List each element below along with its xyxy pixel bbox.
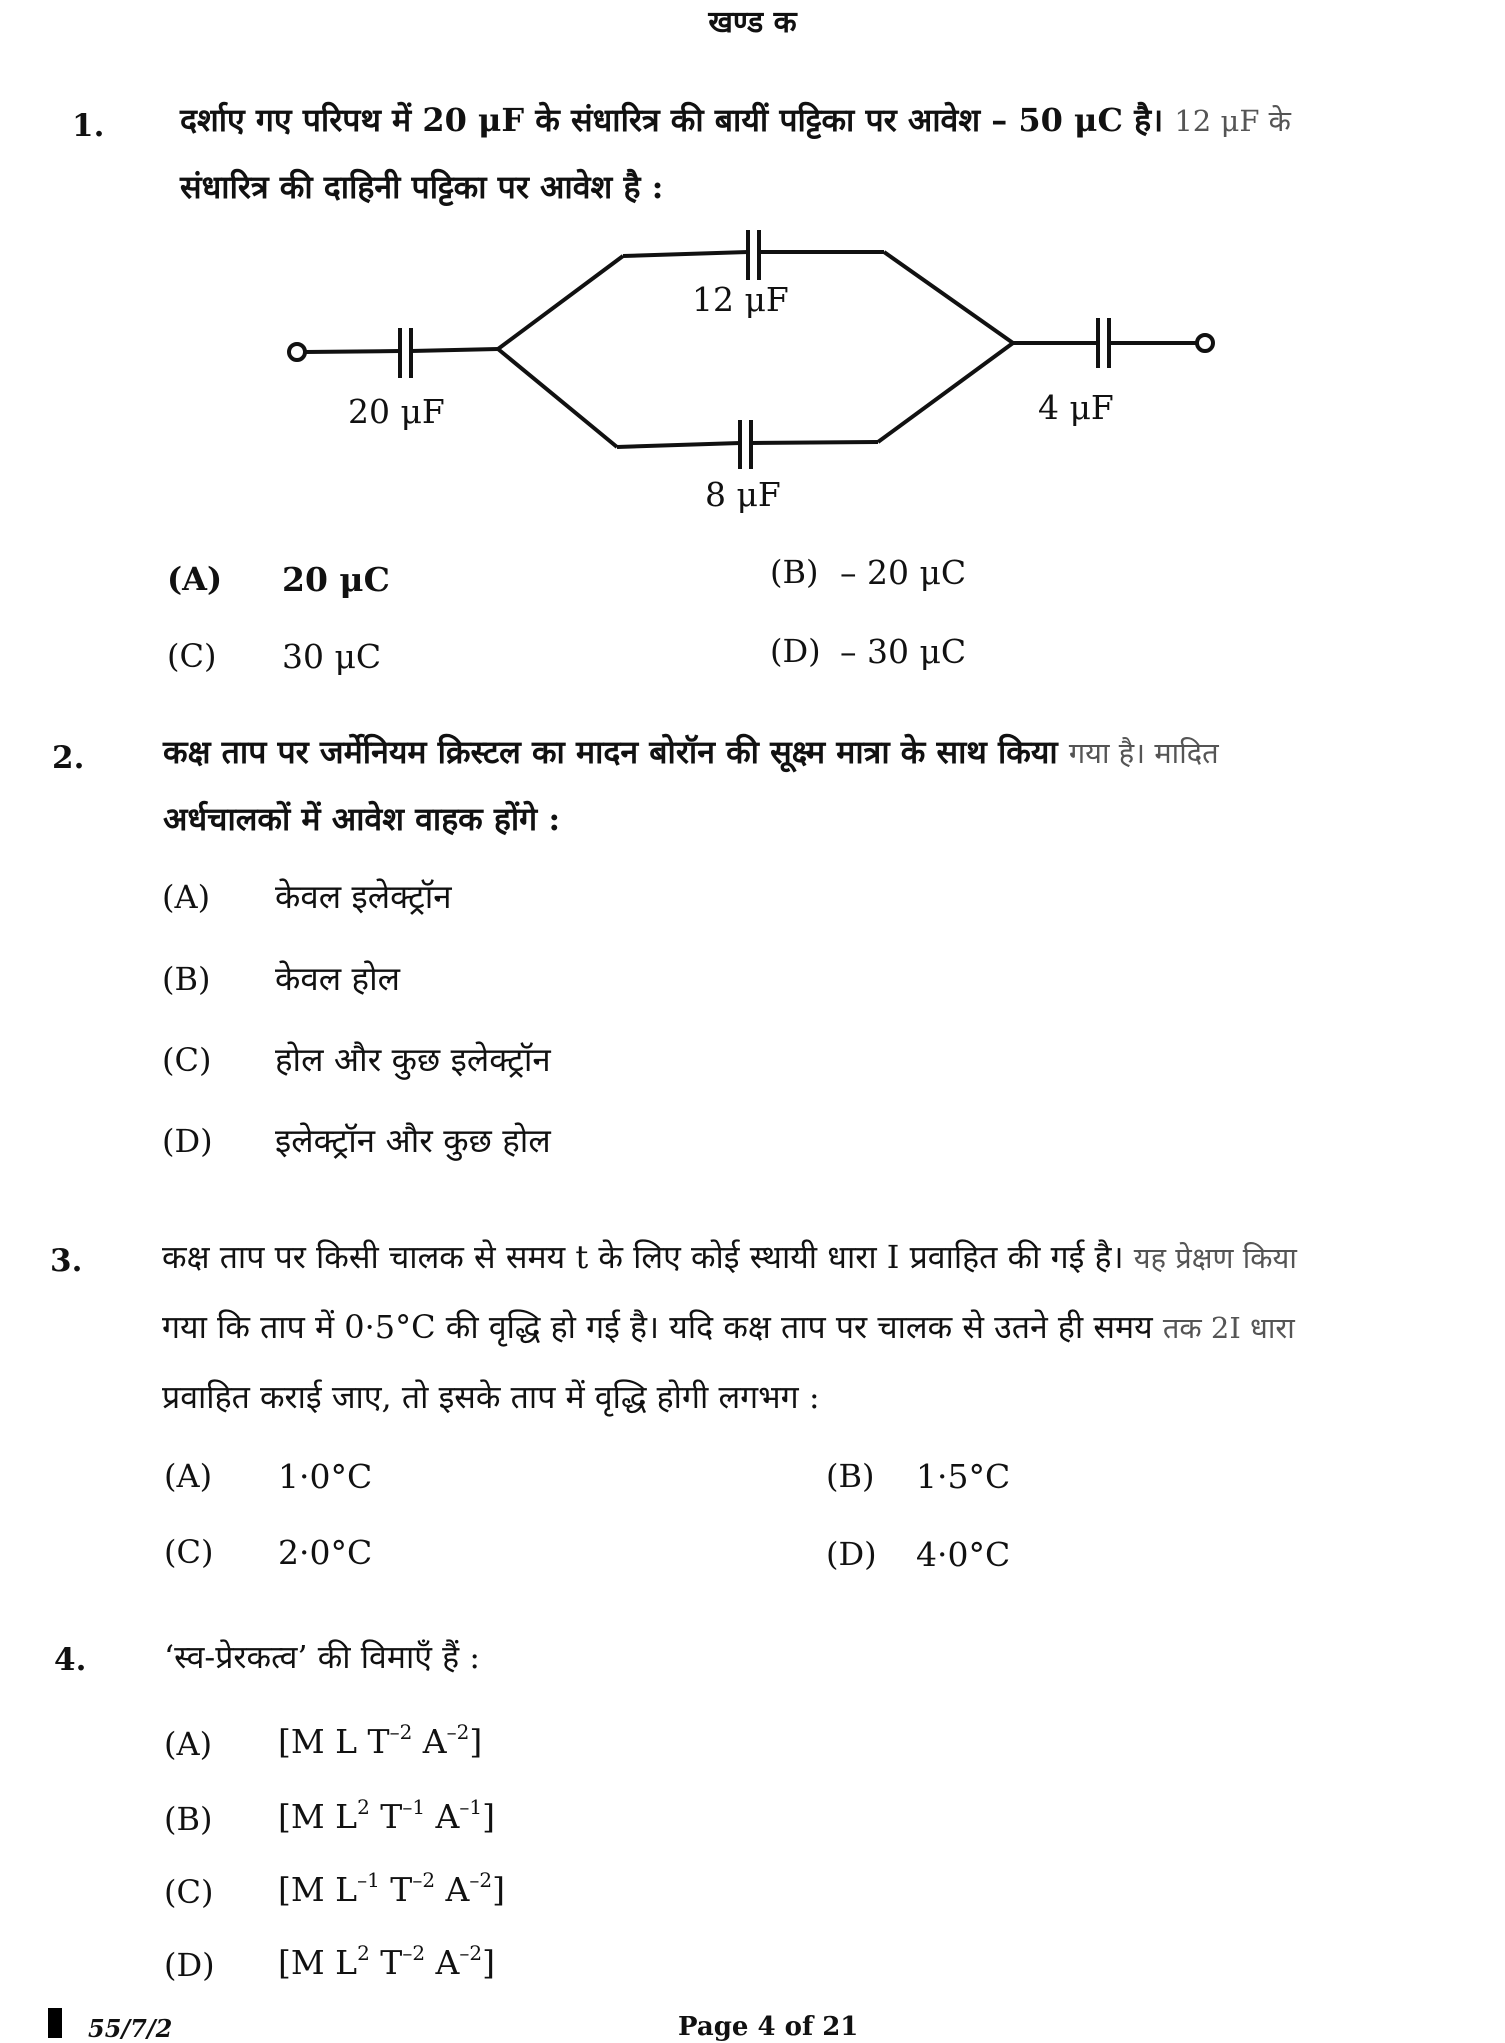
- option-text[interactable]: 1·0°C: [278, 1457, 373, 1496]
- option-label[interactable]: (A): [164, 1725, 213, 1763]
- option-text[interactable]: [278, 1722, 482, 1761]
- option-text[interactable]: केवल होल: [275, 959, 400, 998]
- right-terminal-icon: [1197, 335, 1213, 351]
- option-label[interactable]: (D): [164, 1946, 215, 1984]
- option-text[interactable]: 1·5°C: [916, 1457, 1011, 1496]
- dim-exp: –1: [459, 1795, 483, 1819]
- question-text-line2: संधारित्र की दाहिनी पट्टिका पर आवेश है :: [180, 168, 664, 206]
- dim-base: T: [379, 1870, 413, 1909]
- dim-base: ]: [482, 1943, 495, 1982]
- question-text-tail: 12 μF के: [1174, 104, 1291, 138]
- dim-exp: –2: [469, 1868, 493, 1892]
- capacitor-label-8uF: 8 μF: [705, 475, 781, 514]
- question-text-tail: यह प्रेक्षण किया: [1133, 1241, 1297, 1275]
- option-text[interactable]: [278, 1943, 495, 1982]
- left-terminal-icon: [289, 344, 305, 360]
- question-text: कक्ष ताप पर किसी चालक से समय t के लिए कोई स्थायी धारा I प्रवाहित की गई है।: [162, 1238, 1124, 1276]
- section-title: खण्ड क: [708, 5, 797, 40]
- option-text[interactable]: 4·0°C: [916, 1535, 1011, 1574]
- option-label[interactable]: (B): [826, 1457, 875, 1495]
- question-text-line1: [163, 730, 1219, 773]
- option-text[interactable]: केवल इलेक्ट्रॉन: [275, 877, 452, 916]
- dim-base: A: [435, 1870, 470, 1909]
- dim-exp: –2: [446, 1720, 470, 1744]
- option-text[interactable]: [278, 1797, 495, 1836]
- option-label[interactable]: (C): [164, 1873, 214, 1911]
- option-text[interactable]: इलेक्ट्रॉन और कुछ होल: [275, 1121, 551, 1160]
- option-label[interactable]: (B): [164, 1800, 213, 1838]
- option-text[interactable]: होल और कुछ इलेक्ट्रॉन: [275, 1040, 551, 1079]
- option-label[interactable]: (D): [162, 1122, 213, 1160]
- dim-base: ]: [469, 1722, 483, 1761]
- option-text[interactable]: 30 μC: [282, 637, 382, 676]
- dim-exp: –1: [357, 1868, 380, 1892]
- option-label[interactable]: (A): [164, 1457, 213, 1495]
- dim-base: A: [425, 1797, 460, 1836]
- question-number: 4.: [54, 1642, 87, 1678]
- option-label[interactable]: (A): [162, 878, 211, 916]
- dim-exp: –2: [389, 1720, 413, 1744]
- dim-base: [M L: [278, 1870, 358, 1909]
- dim-base: [M L T: [278, 1722, 390, 1761]
- dim-base: [M L: [278, 1943, 358, 1982]
- dim-base: [M L: [278, 1797, 358, 1836]
- dim-base: T: [369, 1943, 403, 1982]
- question-text: दर्शाए गए परिपथ में 20 μF के संधारित्र की बायीं पट्टिका पर आवेश – 50 μC है।: [180, 101, 1164, 139]
- capacitor-label-20uF: 20 μF: [348, 392, 445, 431]
- question-text-line2: अर्धचालकों में आवेश वाहक होंगे :: [163, 800, 561, 838]
- dim-base: A: [425, 1943, 460, 1982]
- question-text-line1: ‘स्व-प्रेरकत्व’ की विमाएँ हैं :: [164, 1638, 481, 1676]
- question-number: 3.: [50, 1243, 83, 1279]
- question-text-tail: गया है। मादित: [1068, 736, 1219, 770]
- dim-base: ]: [492, 1870, 505, 1909]
- question-text: कक्ष ताप पर जर्मेनियम क्रिस्टल का मादन बोरॉन की सूक्ष्म मात्रा के साथ किया: [163, 733, 1058, 771]
- paper-code: 55/7/2: [88, 2014, 173, 2043]
- option-text[interactable]: 20 μC: [282, 560, 390, 599]
- option-text[interactable]: – 20 μC: [840, 553, 967, 592]
- dim-exp: –2: [459, 1941, 483, 1965]
- option-text[interactable]: [278, 1870, 505, 1909]
- option-label[interactable]: (C): [164, 1533, 214, 1571]
- question-number: 1.: [72, 108, 105, 144]
- option-label[interactable]: (B): [162, 960, 211, 998]
- question-text: गया कि ताप में 0·5°C की वृद्धि हो गई है। यदि कक्ष ताप पर चालक से उतने ही समय: [162, 1308, 1153, 1346]
- question-text-line1: [180, 98, 1291, 141]
- option-label[interactable]: (D): [770, 632, 821, 670]
- dim-exp: –2: [402, 1941, 426, 1965]
- question-number: 2.: [52, 740, 85, 776]
- capacitor-circuit-diagram: [280, 230, 1240, 530]
- capacitor-label-12uF: 12 μF: [692, 280, 789, 319]
- dim-exp: 2: [357, 1795, 370, 1819]
- dim-exp: –2: [412, 1868, 436, 1892]
- option-label[interactable]: (C): [162, 1041, 212, 1079]
- option-text[interactable]: 2·0°C: [278, 1533, 373, 1572]
- option-label[interactable]: (D): [826, 1535, 877, 1573]
- question-text-line2: [162, 1305, 1295, 1348]
- dim-exp: –1: [402, 1795, 426, 1819]
- question-text-line3: प्रवाहित कराई जाए, तो इसके ताप में वृद्धि होगी लगभग :: [162, 1378, 820, 1416]
- dim-base: T: [369, 1797, 403, 1836]
- capacitor-label-4uF: 4 μF: [1038, 388, 1114, 427]
- option-label[interactable]: (B): [770, 553, 819, 591]
- dim-base: ]: [482, 1797, 495, 1836]
- option-label[interactable]: (A): [167, 560, 223, 598]
- dim-base: A: [412, 1722, 447, 1761]
- dim-exp: 2: [357, 1941, 370, 1965]
- option-label[interactable]: (C): [167, 637, 217, 675]
- page-number: Page 4 of 21: [678, 2012, 859, 2042]
- option-text[interactable]: – 30 μC: [840, 632, 967, 671]
- question-text-tail: तक 2I धारा: [1162, 1311, 1295, 1345]
- question-text-line1: [162, 1235, 1297, 1278]
